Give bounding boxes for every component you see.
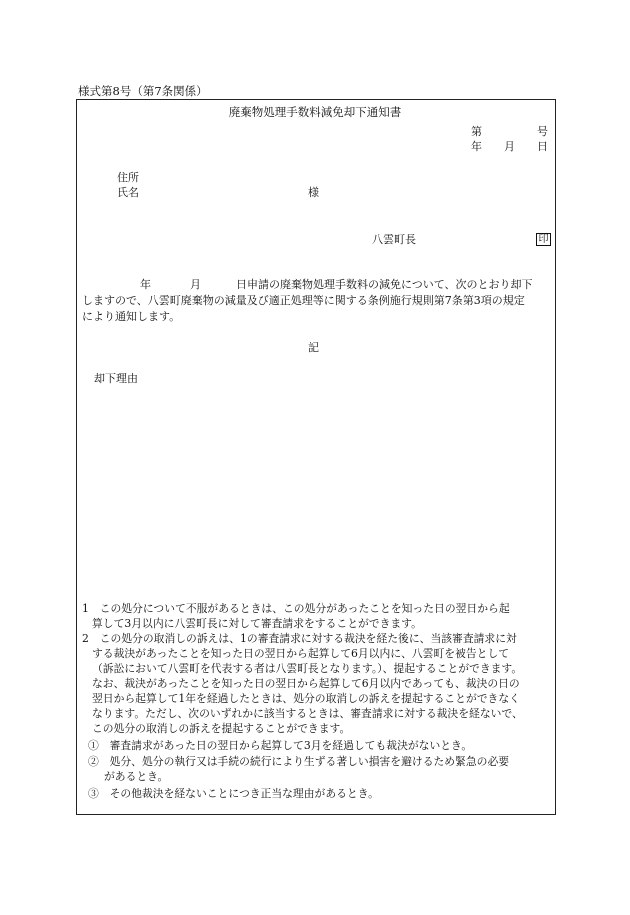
- document-number-line: 第 号: [471, 125, 548, 138]
- address-label: 住所: [117, 171, 139, 184]
- note-2-line-3: （訴訟において八雲町を代表する者は八雲町長となります。）、提起することができます。: [92, 662, 523, 675]
- name-label: 氏名: [117, 186, 139, 199]
- body-line-1: 日申請の廃棄物処理手数料の減免について、次のとおり却下: [236, 278, 533, 291]
- ki-heading: 記: [308, 341, 319, 354]
- bullet-2-line-2: があるとき。: [104, 770, 169, 783]
- note-2-line-4: なお、裁決があったことを知った日の翌日から起算して6月以内であっても、裁決の日の: [92, 677, 520, 690]
- form-number: 様式第8号（第7条関係）: [78, 84, 208, 98]
- body-year-label: 年: [140, 278, 151, 291]
- bullet-1: ① 審査請求があった日の翌日から起算して3月を経過しても裁決がないとき。: [88, 739, 473, 752]
- body-line-3: により通知します。: [82, 310, 181, 323]
- note-2-line-5: 翌日から起算して1年を経過したときは、処分の取消しの訴えを提起することができなく: [92, 692, 520, 705]
- bullet-3: ③ その他裁決を経ないことにつき正当な理由があるとき。: [88, 787, 379, 800]
- note-2-line-6: なります。ただし、次のいずれかに該当するときは、審査請求に対する裁決を経ないで、: [92, 707, 523, 720]
- rejection-reason-label: 却下理由: [94, 372, 138, 385]
- honorific: 様: [308, 186, 319, 199]
- note-2-line-1: 2 この処分の取消しの訴えは、1の審査請求に対する裁決を経た後に、当該審査請求に対: [82, 632, 517, 645]
- note-2-line-7: この処分の取消しの訴えを提起することができます。: [92, 722, 351, 735]
- body-line-2: しますので、八雲町廃棄物の減量及び適正処理等に関する条例施行規則第7条第3項の規定: [82, 294, 525, 307]
- document-title: 廃棄物処理手数料減免却下通知書: [228, 105, 402, 119]
- seal-mark: 印: [536, 233, 551, 246]
- note-2-line-2: する裁決があったことを知った日の翌日から起算して6月以内に、八雲町を被告として: [92, 647, 510, 660]
- issuer-title: 八雲町長: [372, 233, 416, 246]
- bullet-2-line-1: ② 処分、処分の執行又は手続の続行により生ずる著しい損害を避けるため緊急の必要: [88, 755, 510, 768]
- body-month-label: 月: [190, 278, 201, 291]
- document-date-line: 年 月 日: [471, 140, 548, 153]
- note-1-line-2: 算して3月以内に八雲町長に対して審査請求をすることができます。: [92, 617, 422, 630]
- note-1-line-1: 1 この処分について不服があるときは、この処分があったことを知った日の翌日から起: [82, 602, 510, 615]
